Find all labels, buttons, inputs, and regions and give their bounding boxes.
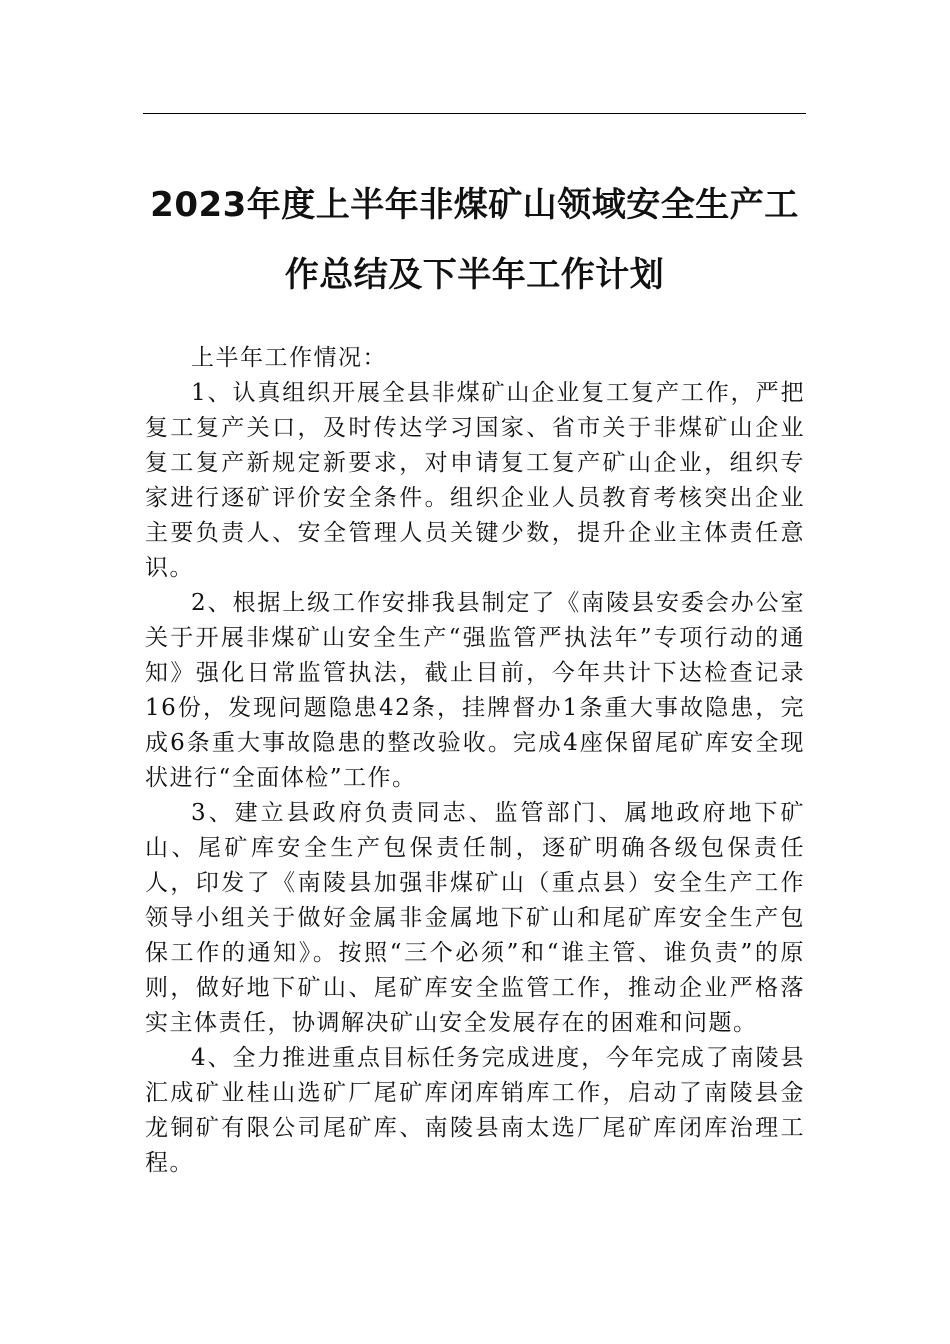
header-rule (143, 113, 806, 114)
paragraph-1: 1、认真组织开展全县非煤矿山企业复工复产工作，严把复工复产关口，及时传达学习国家、省市关于非煤矿山企业复工复产新规定新要求，对申请复工复产矿山企业，组织专家进行逐矿评价安全条件。组织企业人员教育考核突出企业主要负责人、安全管理人员关键少数，提升企业主体责任意识。 (145, 380, 805, 581)
paragraph-2: 2、根据上级工作安排我县制定了《南陵县安委会办公室关于开展非煤矿山安全生产“强监管严执法年”专项行动的通知》强化日常监管执法，截止目前，今年共计下达检查记录16份，发现问题隐患42条，挂牌督办1条重大事故隐患，完成6条重大事故隐患的整改验收。完成4座保留尾矿库安全现状进行“全面体检”工作。 (145, 590, 805, 791)
paragraph-4: 4、全力推进重点目标任务完成进度，今年完成了南陵县汇成矿业桂山选矿厂尾矿库闭库销库工作，启动了南陵县金龙铜矿有限公司尾矿库、南陵县南太选厂尾矿库闭库治理工程。 (145, 1045, 805, 1176)
section-heading: 上半年工作情况： (191, 345, 387, 371)
title-line-2: 作总结及下半年工作计划 (284, 255, 665, 295)
document-title (143, 170, 806, 310)
title-line-1: 2023年度上半年非煤矿山领域安全生产工 (150, 185, 799, 225)
document-body (145, 341, 805, 1181)
paragraph-3: 3、建立县政府负责同志、监管部门、属地政府地下矿山、尾矿库安全生产包保责任制，逐矿明确各级包保责任人，印发了《南陵县加强非煤矿山（重点县）安全生产工作领导小组关于做好金属非金属地下矿山和尾矿库安全生产包保工作的通知》。按照“三个必须”和“谁主管、谁负责”的原则，做好地下矿山、尾矿库安全监管工作，推动企业严格落实主体责任，协调解决矿山安全发展存在的困难和问题。 (145, 800, 805, 1036)
